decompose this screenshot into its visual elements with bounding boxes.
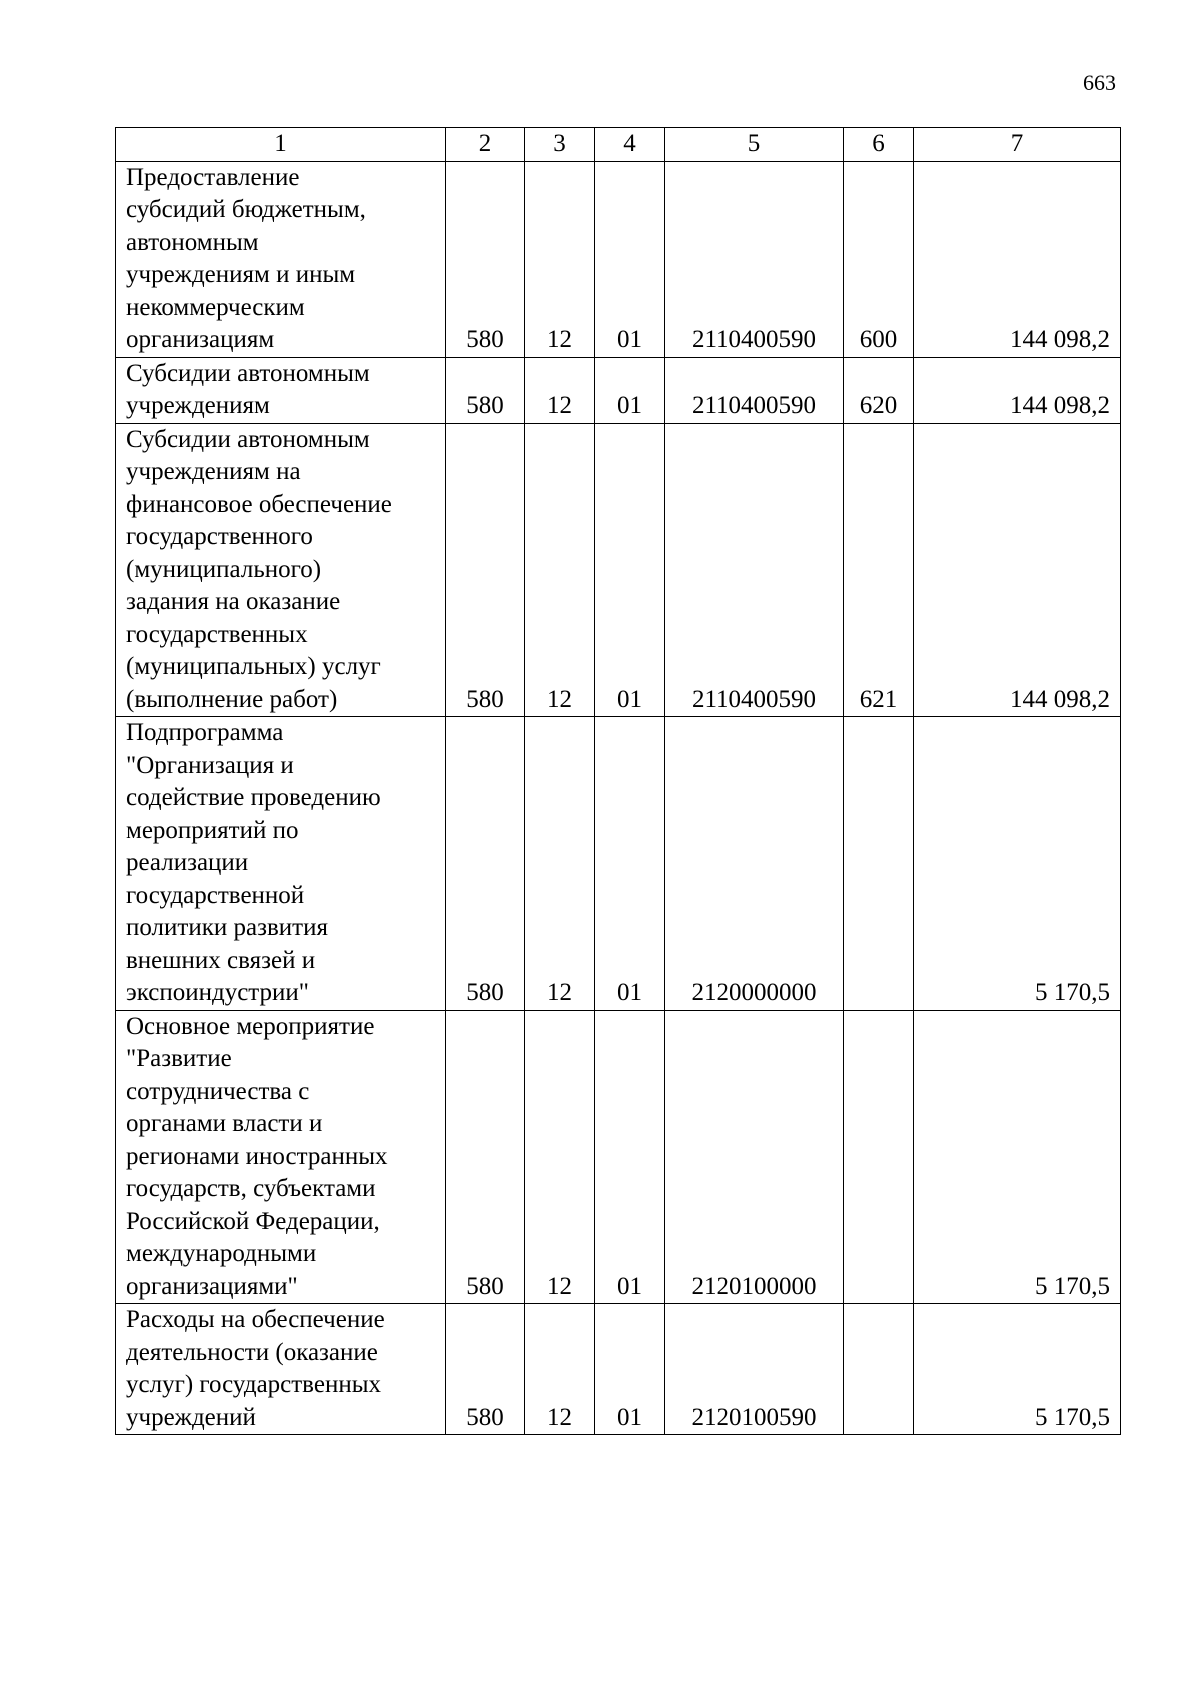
section-cell: 12 <box>525 1010 595 1304</box>
subsection-cell: 01 <box>595 161 665 357</box>
column-header: 7 <box>914 128 1121 162</box>
column-header: 4 <box>595 128 665 162</box>
item-name-line: финансовое обеспечение <box>126 490 392 518</box>
item-name-line: экспоиндустрии" <box>126 979 309 1006</box>
item-name-line: органами власти и <box>126 1110 323 1137</box>
column-header: 2 <box>446 128 525 162</box>
item-name-line: деятельности (оказание <box>126 1338 378 1366</box>
item-name-line: "Организация и <box>126 751 294 779</box>
item-name-line: реализации <box>126 849 249 876</box>
item-name-line: государств, субъектами <box>126 1175 376 1202</box>
amount-cell: 5 170,5 <box>914 717 1121 1011</box>
subsection-cell: 01 <box>595 423 665 717</box>
subsection-cell: 01 <box>595 717 665 1011</box>
expense-type-cell <box>844 1304 914 1435</box>
table-row <box>116 717 1121 1011</box>
item-name-line: политики развития <box>126 914 328 941</box>
item-name-line: учреждениям и иным <box>126 261 356 288</box>
table-row <box>116 357 1121 423</box>
item-name-line: Субсидии автономным <box>126 359 370 387</box>
amount-cell: 5 170,5 <box>914 1010 1121 1304</box>
column-header: 1 <box>116 128 446 162</box>
target-cell: 2110400590 <box>665 161 844 357</box>
item-name-line: (муниципального) <box>126 555 322 583</box>
ministry-cell: 580 <box>446 1304 525 1435</box>
item-name-line: регионами иностранных <box>126 1142 388 1170</box>
amount-cell: 144 098,2 <box>914 423 1121 717</box>
column-header: 5 <box>665 128 844 162</box>
table-row <box>116 1010 1121 1304</box>
item-name-line: мероприятий по <box>126 816 299 844</box>
item-name-line: Подпрограмма <box>126 719 284 746</box>
amount-cell: 5 170,5 <box>914 1304 1121 1435</box>
item-name-cell <box>116 423 446 717</box>
target-cell: 2120100590 <box>665 1304 844 1435</box>
item-name-line: автономным <box>126 228 259 256</box>
expense-type-cell <box>844 1010 914 1304</box>
section-cell: 12 <box>525 161 595 357</box>
amount-cell: 144 098,2 <box>914 161 1121 357</box>
column-header: 6 <box>844 128 914 162</box>
table-row <box>116 161 1121 357</box>
ministry-cell: 580 <box>446 423 525 717</box>
item-name-cell <box>116 161 446 357</box>
item-name-line: задания на оказание <box>126 588 341 615</box>
item-name-line: Расходы на обеспечение <box>126 1306 385 1333</box>
item-name-line: учреждениям на <box>126 458 301 485</box>
ministry-cell: 580 <box>446 357 525 423</box>
item-name-line: Субсидии автономным <box>126 425 370 453</box>
target-cell: 2110400590 <box>665 357 844 423</box>
amount-cell: 144 098,2 <box>914 357 1121 423</box>
subsection-cell: 01 <box>595 1304 665 1435</box>
ministry-cell: 580 <box>446 717 525 1011</box>
item-name-line: государственного <box>126 523 313 550</box>
budget-table <box>115 127 1121 1435</box>
item-name-cell <box>116 1304 446 1435</box>
table-row <box>116 423 1121 717</box>
section-cell: 12 <box>525 717 595 1011</box>
expense-type-cell <box>844 717 914 1011</box>
item-name-line: услуг) государственных <box>126 1371 381 1398</box>
item-name-line: организациями" <box>126 1272 298 1300</box>
table-body <box>116 161 1121 1435</box>
expense-type-cell: 621 <box>844 423 914 717</box>
ministry-cell: 580 <box>446 161 525 357</box>
target-cell: 2120100000 <box>665 1010 844 1304</box>
item-name-cell <box>116 1010 446 1304</box>
item-name-cell <box>116 357 446 423</box>
item-name-line: сотрудничества с <box>126 1077 310 1105</box>
item-name-line: содействие проведению <box>126 784 381 811</box>
subsection-cell: 01 <box>595 357 665 423</box>
item-name-cell <box>116 717 446 1011</box>
item-name-line: "Развитие <box>126 1045 232 1072</box>
subsection-cell: 01 <box>595 1010 665 1304</box>
expense-type-cell: 600 <box>844 161 914 357</box>
header-row <box>116 128 1121 162</box>
item-name-line: Основное мероприятие <box>126 1012 375 1040</box>
item-name-line: (муниципальных) услуг <box>126 653 381 680</box>
section-cell: 12 <box>525 423 595 717</box>
item-name-line: учреждений <box>126 1403 256 1431</box>
item-name-line: некоммерческим <box>126 293 305 321</box>
section-cell: 12 <box>525 357 595 423</box>
item-name-line: Российской Федерации, <box>126 1207 380 1235</box>
item-name-line: субсидий бюджетным, <box>126 196 366 223</box>
item-name-line: учреждениям <box>126 392 270 419</box>
item-name-line: Предоставление <box>126 163 300 191</box>
target-cell: 2110400590 <box>665 423 844 717</box>
item-name-line: внешних связей и <box>126 946 316 974</box>
expense-type-cell: 620 <box>844 357 914 423</box>
target-cell: 2120000000 <box>665 717 844 1011</box>
item-name-line: международными <box>126 1240 317 1267</box>
page-number: 663 <box>1083 70 1116 95</box>
section-cell: 12 <box>525 1304 595 1435</box>
item-name-line: организациям <box>126 326 275 353</box>
table-row <box>116 1304 1121 1435</box>
item-name-line: государственной <box>126 881 305 909</box>
item-name-line: государственных <box>126 620 308 648</box>
column-header: 3 <box>525 128 595 162</box>
item-name-line: (выполнение работ) <box>126 685 338 713</box>
ministry-cell: 580 <box>446 1010 525 1304</box>
